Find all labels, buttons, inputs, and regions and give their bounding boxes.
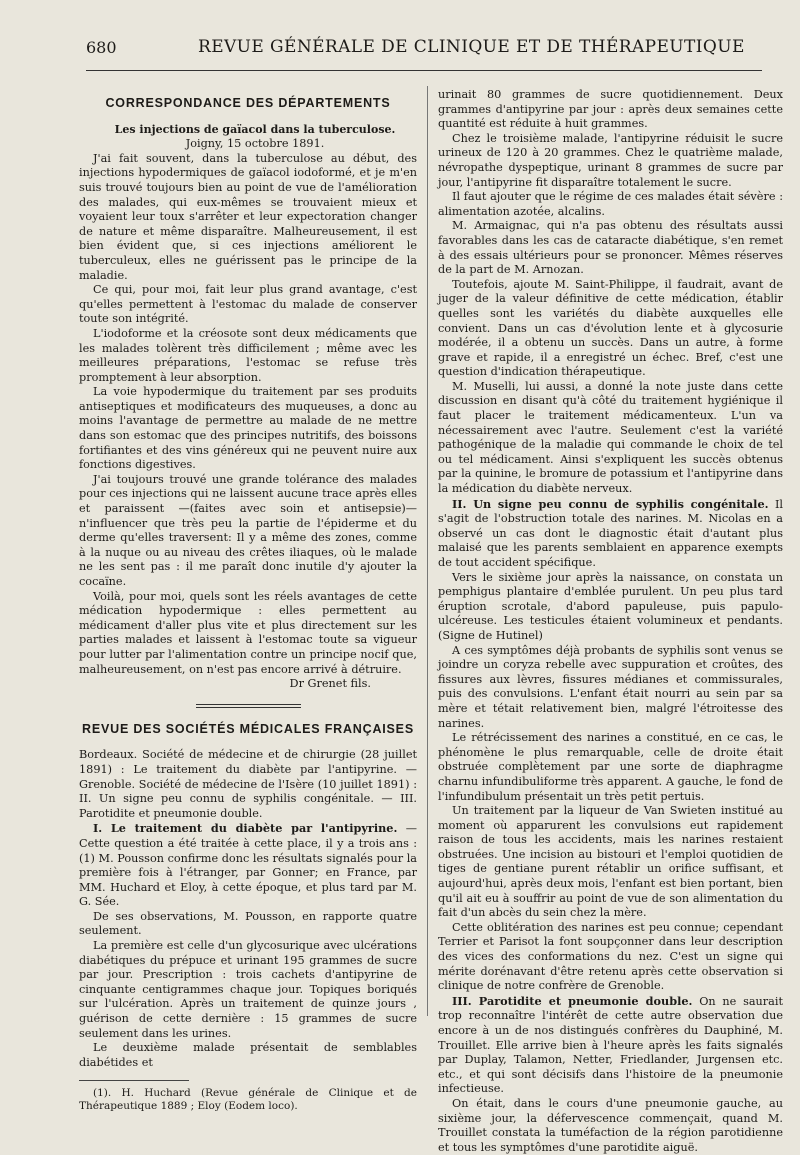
paragraph: M. Muselli, lui aussi, a donné la note juste dans cette discussion en disant qu'à côté du traitement hygiénique il faut placer le traitement médicamenteux. L'un va nécessairement avec l'autre. Seulement c'est la variété pathogénique de la maladie qui commande le choix de tel ou tel médicament. Ainsi s'expliquent les succès obtenus par la quinine, le bromure de potassium et l'antipyrine dans la médication du diabète nerveux. xyxy=(438,379,783,496)
paragraph: Ce qui, pour moi, fait leur plus grand avantage, c'est qu'elles permettent à l'estomac du malade de conserver toute son intégrité. xyxy=(79,283,417,326)
paragraph: J'ai toujours trouvé une grande tolérance des malades pour ces injections qui ne laissent aucune trace après elles et paraissent —(faites avec soin et antisepsie)— n'influencer que très peu la partie de l'épiderme et du derme qu'elles traversent: Il y a même des zones, comme à la nuque ou au niveau des crêtes iliaques, où le malade ne les sent pas : il me paraît donc inutile d'y ajouter la cocaïne. xyxy=(79,472,417,588)
paragraph: Le rétrécissement des narines a constitué, en ce cas, le phénomène le plus remarquable, celle de droite était obstruée complètement par une sorte de diaphragme charnu infundibuliforme très apparent. A gauche, le fond de l'infundibulum présentait un très petit pertuis. xyxy=(438,731,783,803)
dateline: Joigny, 15 octobre 1891. xyxy=(185,137,325,151)
paragraph: L'iodoforme et la créosote sont deux médicaments que les malades tolèrent très difficilement ; même avec les meilleures préparations, l'estomac se refuse très promptement à leur absorption. xyxy=(79,326,417,384)
section-iii-heading: III. Parotidite et pneumonie double. xyxy=(452,993,693,1008)
page-number: 680 xyxy=(86,38,117,57)
paragraph: Cette oblitération des narines est peu connue; cependant Terrier et Parisot la font soupçonner dans leur description des vices des conformations du nez. C'est un signe qui mérite dorénavant d'être retenu après cette observation si clinique de notre confrère de Grenoble. xyxy=(438,920,783,993)
paragraph: Chez le troisième malade, l'antipyrine réduisit le sucre urineux de 120 à 20 grammes. Chez le quatrième malade, névropathe dyspeptique, urinant 8 grammes de sucre par jour, l'antipyrine fit disparaître totalement le sucre. xyxy=(438,131,783,189)
section-iii-text: On ne saurait trop reconnaître l'intérêt de cette autre observation due encore à un de nos distingués confrères du Dauphiné, M. Trouillet. Elle arrive bien à l'heure après les faits signalés par Duplay, Talamon, Netter, Friedlander, Jurgensen etc. etc., et qui sont décisifs dans l'histoire de la pneumonie infectieuse. xyxy=(438,994,783,1096)
paragraph-section-ii xyxy=(438,497,783,571)
paragraph: M. Armaignac, qui n'a pas obtenu des résultats aussi favorables dans les cas de cataracte diabétique, s'en remet à des essais ultérieurs pour se prononcer. Mêmes réserves de la part de M. Arnozan. xyxy=(438,219,783,277)
paragraph-section-i xyxy=(79,821,417,910)
intro-paragraph: Bordeaux. Société de médecine et de chirurgie (28 juillet 1891) : Le traitement du diabète par l'antipyrine. — Grenoble. Société de médecine de l'Isère (10 juillet 1891) : II. Un signe peu connu de syphilis congénitale. — III. Parotidite et pneumonie double. xyxy=(79,748,417,820)
paragraph: Le deuxième malade présentait de semblables diabétides et xyxy=(79,1041,417,1069)
paragraph: La voie hypodermique du traitement par ses produits antiseptiques et modificateurs des muqueuses, a donc au moins l'avantage de permettre au malade de ne mettre dans son estomac que des principes nutritifs, des boissons fortifiantes et des vins généreux qui ne peuvent nuire aux fonctions digestives. xyxy=(79,385,417,472)
running-title: REVUE GÉNÉRALE DE CLINIQUE ET DE THÉRAPEUTIQUE xyxy=(198,37,745,57)
section-i-heading: I. Le traitement du diabète par l'antipyrine. xyxy=(93,821,398,836)
paragraph-section-iii xyxy=(438,994,783,1097)
paragraph: A ces symptômes déjà probants de syphilis sont venus se joindre un coryza rebelle avec suppuration et croûtes, des fissures aux lèvres, fissures médianes et commissurales, puis des convulsions. L'enfant était nourri au sein par sa mère et tétait relativement bien, malgré l'étroitesse des narines. xyxy=(438,643,783,730)
article-title: Les injections de gaïacol dans la tuberculose. xyxy=(114,122,396,136)
left-column xyxy=(79,88,417,1113)
section-title-correspondance: CORRESPONDANCE DES DÉPARTEMENTS xyxy=(105,96,391,110)
paragraph: Vers le sixième jour après la naissance, on constata un pemphigus plantaire d'emblée purulent. Un peu plus tard éruption scrotale, d'abord papuleuse, puis papulo-ulcéreuse. Les testicules étaient volumineux et pendants. (Signe de Hutinel) xyxy=(438,570,783,642)
header-rule xyxy=(86,70,762,71)
paragraph: Voilà, pour moi, quels sont les réels avantages de cette médication hypodermique : elles permettent au médicament d'aller plus vite et plus directement sur les parties malades et laissent à l'estomac toute sa vigueur pour lutter par l'alimentation contre un principe nocif que, malheureusement, on n'est pas encore arrivé à détruire. xyxy=(79,589,417,676)
section-separator xyxy=(196,704,301,708)
right-column xyxy=(438,88,783,1155)
paragraph: De ses observations, M. Pousson, en rapporte quatre seulement. xyxy=(79,909,417,938)
paragraph: Toutefois, ajoute M. Saint-Philippe, il faudrait, avant de juger de la valeur définitive de cette médication, établir quelles sont les variétés du diabète auxquelles elle convient. Dans un cas d'évolution lente et à glycosurie modérée, il a obtenu un succès. Dans un autre, à forme grave et rapide, il a enregistré un échec. Bref, c'est une question d'indication thérapeutique. xyxy=(438,277,783,379)
column-divider xyxy=(427,86,428,1016)
section-title-revue-societes: REVUE DES SOCIÉTÉS MÉDICALES FRANÇAISES xyxy=(82,721,414,736)
footnote: (1). H. Huchard (Revue générale de Clinique et de Thérapeutique 1889 ; Eloy (Eodem loco). xyxy=(79,1087,417,1113)
page-header xyxy=(86,34,776,60)
paragraph: J'ai fait souvent, dans la tuberculose au début, des injections hypodermiques de gaïacol iodoformé, et je m'en suis trouvé toujours bien au point de vue de l'amélioration des malades, qui eux-mêmes se trouvaient mieux et voyaient leur toux s'arrêter et leur expectoration changer de nature et même disparaître. Malheureusement, il est bien évident que, si ces injections améliorent le tuberculeux, elles ne guérissent pas le principe de la maladie. xyxy=(79,151,417,282)
paragraph: Il faut ajouter que le régime de ces malades était sévère : alimentation azotée, alcalins. xyxy=(438,190,783,218)
paragraph: urinait 80 grammes de sucre quotidiennement. Deux grammes d'antipyrine par jour : après deux semaines cette quantité est réduite à huit grammes. xyxy=(438,88,783,131)
signature: Dr Grenet fils. xyxy=(289,677,371,691)
paragraph: La première est celle d'un glycosurique avec ulcérations diabétiques du prépuce et urinant 195 grammes de sucre par jour. Prescription : trois cachets d'antipyrine de cinquante centigrammes chaque jour. Topiques boriqués sur l'ulcération. Après un traitement de quinze jours , guérison de cette dernière : 15 grammes de sucre seulement dans les urines. xyxy=(79,939,417,1040)
section-ii-heading: II. Un signe peu connu de syphilis congénitale. xyxy=(452,496,769,511)
paragraph: On était, dans le cours d'une pneumonie gauche, au sixième jour, la défervescence commençait, quand M. Trouillet constata la tuméfaction de la région parotidienne et tous les symptômes d'une parotidite aiguë. xyxy=(438,1096,783,1154)
paragraph: Un traitement par la liqueur de Van Swieten institué au moment où apparurent les convulsions eut rapidement raison de tous les accidents, mais les narines restaient obstruées. Une incision au bistouri et l'emploi quotidien de tiges de gentiane purent rétablir un orifice suffisant, et aujourd'hui, après deux mois, l'enfant est bien portant, bien qu'il ait eu à souffrir au point de vue de son alimentation du fait d'un abcès du sein chez la mère. xyxy=(438,804,783,920)
section-i-text: — Cette question a été traitée à cette place, il y a trois ans : (1) M. Pousson confirme donc les résultats signalés pour la première fois à l'étranger, par Gonner; en France, par MM. Huchard et Eloy, à cette époque, et plus tard par M. G. Sée. xyxy=(79,822,418,909)
section-ii-text: Il s'agit de l'obstruction totale des narines. M. Nicolas en a observé un cas dont le diagnostic était d'autant plus malaisé que les parents semblaient en apparence exempts de tout accident spécifique. xyxy=(438,497,783,569)
footnote-rule xyxy=(79,1080,189,1081)
